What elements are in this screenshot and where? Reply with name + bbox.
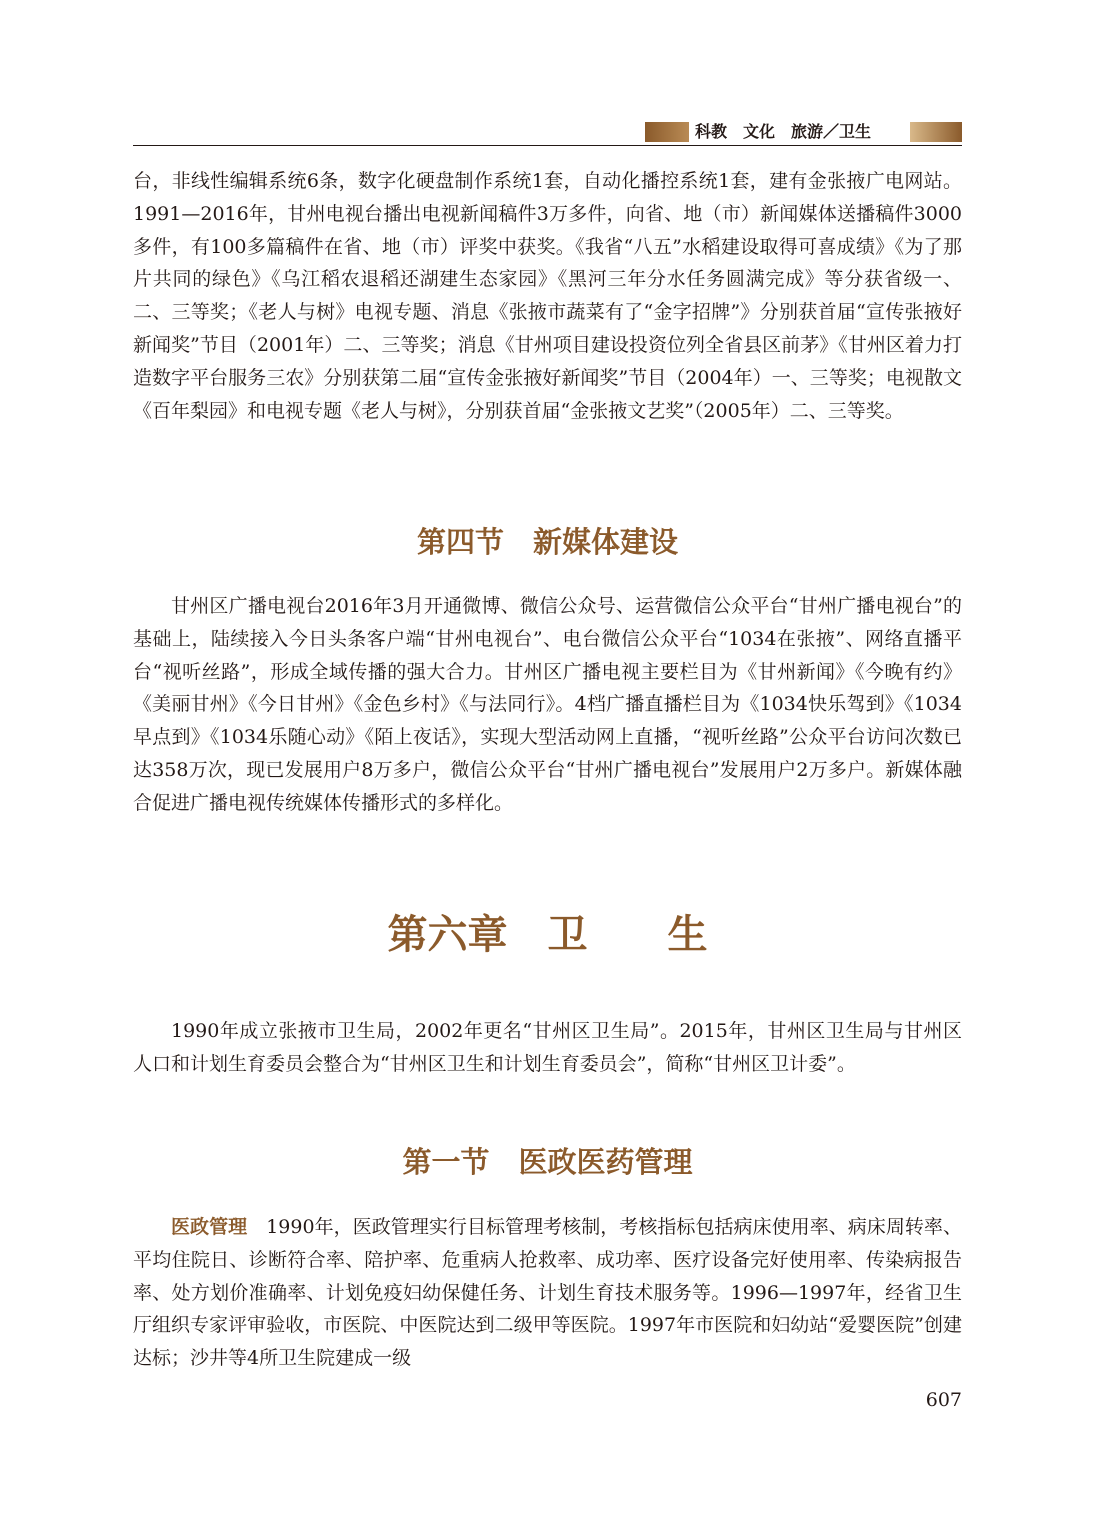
paragraph-broadcast-awards: 台，非线性编辑系统6条，数字化硬盘制作系统1套，自动化播控系统1套，建有金张掖广电网站。1991—2016年，甘州电视台播出电视新闻稿件3万多件，向省、地（市）新闻媒体送播稿件3000多件，有100多篇稿件在省、地（市）评奖中获奖。《我省“八五”水稻建设取得可喜成绩》《为了那片共同的绿色》《乌江稻农退稻还湖建生态家园》《黑河三年分水任务圆满完成》等分获省级一、二、三等奖；《老人与树》电视专题、消息《张掖市蔬菜有了“金字招牌”》分别获首届“宣传张掖好新闻奖”节目（2001年）二、三等奖；消息《甘州项目建设投资位列全省县区前茅》《甘州区着力打造数字平台服务三农》分别获第二届“宣传金张掖好新闻奖”节目（2004年）一、三等奖；电视散文《百年梨园》和电视专题《老人与树》，分别获首届“金张掖文艺奖”（2005年）二、三等奖。 [133, 170, 962, 422]
header-decor-bar-right [910, 122, 962, 142]
paragraph-health-bureau: 1990年成立张掖市卫生局，2002年更名“甘州区卫生局”。2015年，甘州区卫生局与甘州区人口和计划生育委员会整合为“甘州区卫生和计划生育委员会”，简称“甘州区卫计委”。 [133, 1020, 962, 1075]
header-rule [133, 145, 962, 146]
running-header [133, 120, 962, 146]
section-heading-new-media: 第四节 新媒体建设 [416, 525, 678, 559]
paragraph-medical-admin [133, 1211, 962, 1375]
chapter-heading-health: 第六章 卫 生 [387, 911, 708, 958]
section-heading-medical-admin: 第一节 医政医药管理 [402, 1145, 693, 1179]
paragraph-medical-admin-text: 1990年，医政管理实行目标管理考核制，考核指标包括病床使用率、病床周转率、平均住院日、诊断符合率、陪护率、危重病人抢救率、成功率、医疗设备完好使用率、传染病报告率、处方划价准确率、计划免疫妇幼保健任务、计划生育技术服务等。1996—1997年，经省卫生厅组织专家评审验收，市医院、中医院达到二级甲等医院。1997年市医院和妇幼站“爱婴医院”创建达标；沙井等4所卫生院建成一级 [133, 1216, 962, 1370]
page-number: 607 [925, 1389, 962, 1411]
header-section-label: 科教 文化 旅游／卫生 [695, 122, 872, 141]
term-medical-admin: 医政管理 [171, 1216, 248, 1238]
header-decor-bar-left [645, 122, 689, 142]
paragraph-new-media: 甘州区广播电视台2016年3月开通微博、微信公众号、运营微信公众平台“甘州广播电视台”的基础上，陆续接入今日头条客户端“甘州电视台”、电台微信公众平台“1034在张掖”、网络直播平台“视听丝路”，形成全域传播的强大合力。甘州区广播电视主要栏目为《甘州新闻》《今晚有约》《美丽甘州》《今日甘州》《金色乡村》《与法同行》。4档广播直播栏目为《1034快乐驾到》《1034早点到》《1034乐随心动》《陌上夜话》，实现大型活动网上直播，“视听丝路”公众平台访问次数已达358万次，现已发展用户8万多户，微信公众平台“甘州广播电视台”发展用户2万多户。新媒体融合促进广播电视传统媒体传播形式的多样化。 [133, 595, 962, 814]
